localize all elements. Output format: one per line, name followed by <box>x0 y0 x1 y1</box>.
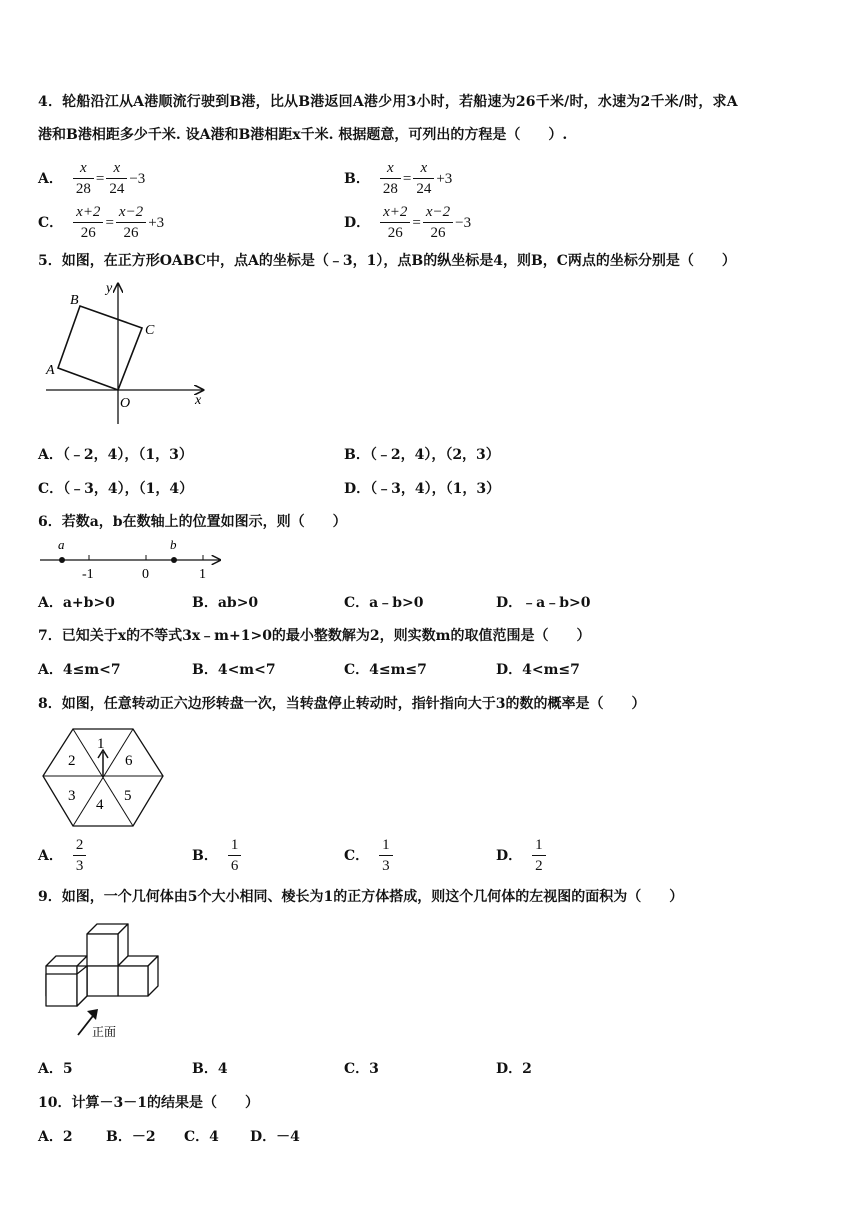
q4-stem-line1: 4．轮船沿江从A港顺流行驶到B港，比从B港返回A港少用3小时，若船速为26千米/时，水速为2千米/时，求A <box>38 94 738 110</box>
q4-option-b[interactable]: B． $\frac{x}{28}$ = $\frac{x}{24}$ +3 <box>344 160 453 197</box>
q9-option-c[interactable]: C．3 <box>344 1061 379 1077</box>
q6-stem: 6．若数a，b在数轴上的位置如图示，则（ ） <box>38 514 347 530</box>
q8-option-b[interactable]: B． $\frac{1}{6}$ <box>192 835 241 876</box>
q9-option-b[interactable]: B．4 <box>192 1061 228 1077</box>
q9-stem: 9．如图，一个几何体由5个大小相同、棱长为1的正方体搭成，则这个几何体的左视图的面积为（ ） <box>38 889 684 905</box>
q7-stem: 7．已知关于x的不等式3x﹣m+1>0的最小整数解为2，则实数m的取值范围是（ ） <box>38 628 591 644</box>
q10-option-d[interactable]: D．－4 <box>250 1129 300 1145</box>
sector-6: 6 <box>125 753 133 769</box>
front-label: 正面 <box>92 1025 117 1039</box>
q6-option-d[interactable]: D．﹣a﹣b>0 <box>496 595 591 611</box>
q7-option-b[interactable]: B．4<m<7 <box>192 662 276 678</box>
sector-5: 5 <box>124 788 132 804</box>
sector-1: 1 <box>97 736 105 752</box>
q5-option-c[interactable]: C．（﹣3，4），（1，4） <box>38 481 194 497</box>
label-o: O <box>120 396 131 411</box>
label-a: A <box>46 363 55 378</box>
q8-option-d[interactable]: D． $\frac{1}{2}$ <box>496 835 546 876</box>
q9-option-a[interactable]: A．5 <box>38 1061 73 1077</box>
q6-option-c[interactable]: C．a﹣b>0 <box>344 595 424 611</box>
q8-option-a[interactable]: A． $\frac{2}{3}$ <box>38 835 86 876</box>
q8-hexagon-spinner <box>40 726 166 830</box>
square-oabc <box>58 306 142 390</box>
sector-3: 3 <box>68 788 76 804</box>
q6-option-a[interactable]: A．a+b>0 <box>38 595 115 611</box>
label-b: b <box>170 537 177 552</box>
q5-option-d[interactable]: D．（﹣3，4），（1，3） <box>344 481 501 497</box>
q9-option-d[interactable]: D．2 <box>496 1061 532 1077</box>
q7-option-d[interactable]: D．4<m≤7 <box>496 662 580 678</box>
q8-stem: 8．如图，任意转动正六边形转盘一次，当转盘停止转动时，指针指向大于3的数的概率是（ ） <box>38 696 646 712</box>
tick-0: 0 <box>142 567 149 582</box>
q6-number-line <box>38 536 228 582</box>
point-b <box>171 557 177 563</box>
label-y: y <box>106 281 113 296</box>
label-b: B <box>70 293 79 308</box>
q10-option-c[interactable]: C．4 <box>184 1129 219 1145</box>
q5-stem: 5．如图，在正方形OABC中，点A的坐标是（﹣3，1），点B的纵坐标是4，则B，C两点的坐标分别是（ ） <box>38 253 736 269</box>
q4-option-c[interactable]: C． $\frac{x+2}{26}$ = $\frac{x-2}{26}$ +3 <box>38 204 165 241</box>
label-c: C <box>145 323 155 338</box>
q9-cube-figure <box>40 920 166 1044</box>
q10-option-b[interactable]: B．－2 <box>106 1129 156 1145</box>
q4-option-a[interactable]: A． $\frac{x}{28}$ = $\frac{x}{24}$ −3 <box>38 160 146 197</box>
sector-2: 2 <box>68 753 76 769</box>
label-a: a <box>58 537 65 552</box>
q5-option-b[interactable]: B．（﹣2，4），（2，3） <box>344 447 500 463</box>
sector-4: 4 <box>96 797 104 813</box>
q8-option-c[interactable]: C． $\frac{1}{3}$ <box>344 835 393 876</box>
q7-option-c[interactable]: C．4≤m≤7 <box>344 662 427 678</box>
q10-option-a[interactable]: A．2 <box>38 1129 73 1145</box>
q4-option-d[interactable]: D． $\frac{x+2}{26}$ = $\frac{x-2}{26}$ −3 <box>344 204 472 241</box>
q5-coordinate-figure <box>38 276 213 426</box>
tick-1: 1 <box>199 567 206 582</box>
q5-option-a[interactable]: A．（﹣2，4），（1，3） <box>38 447 193 463</box>
q7-option-a[interactable]: A．4≤m<7 <box>38 662 121 678</box>
q10-stem: 10．计算－3－1的结果是（ ） <box>38 1095 259 1111</box>
q4-stem-line2: 港和B港相距多少千米. 设A港和B港相距x千米. 根据题意，可列出的方程是（ ）. <box>38 127 568 143</box>
tick-neg1: -1 <box>82 567 94 582</box>
point-a <box>59 557 65 563</box>
label-x: x <box>195 393 202 408</box>
q6-option-b[interactable]: B．ab>0 <box>192 595 259 611</box>
